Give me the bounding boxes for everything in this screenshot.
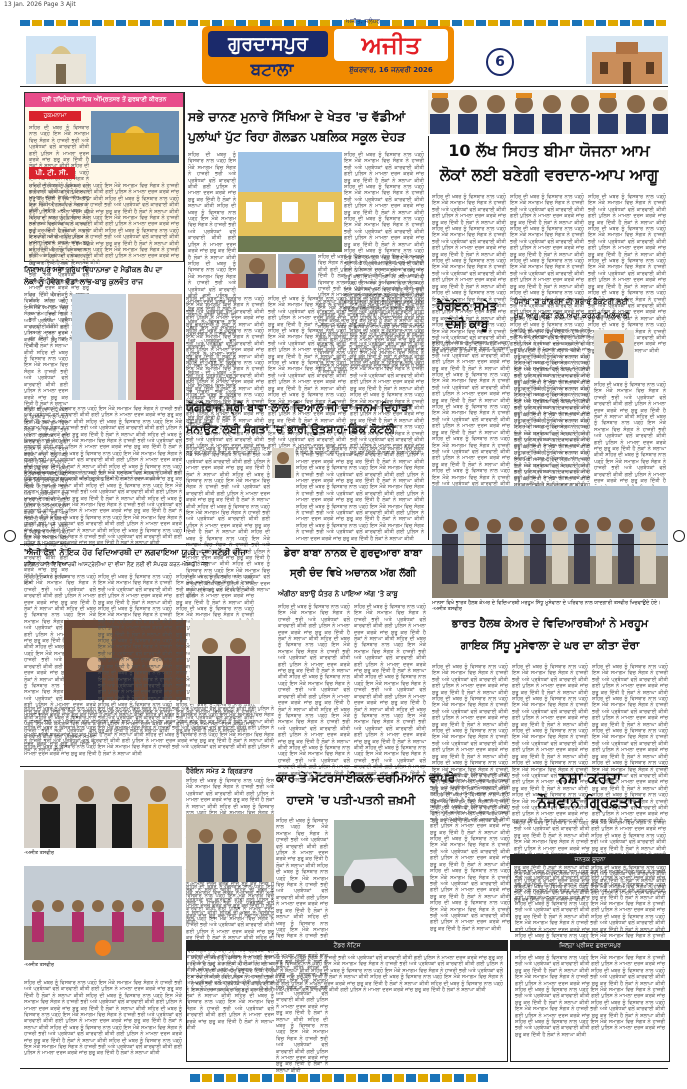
school-text-col1 <box>188 152 236 286</box>
nizampur-text-col3 <box>24 470 182 542</box>
insurance-headline-1: 10 ਲੱਖ ਸਿਹਤ ਬੀਮਾ ਯੋਜਨਾ ਆਮ <box>448 141 650 160</box>
drugs-headline-2: ਨੌਜਵਾਨ ਗ੍ਰਿਫ਼ਤਾਰ <box>537 793 643 811</box>
heroin2-headline: ਹੈਰੋਇਨ ਸਮੇਤ 2 ਗ੍ਰਿਫ਼ਤਾਰ <box>186 767 253 775</box>
building-right-image <box>586 36 668 84</box>
insurance-headline-2: ਲੋਕਾਂ ਲਈ ਬਣੇਗੀ ਵਰਦਾਨ-ਆਪ ਆਗੂ <box>439 165 659 184</box>
punjab-person-photo <box>594 330 634 378</box>
page-number: 6 <box>486 48 514 76</box>
zila-parishad-text <box>515 955 665 1057</box>
school-person-photo-2 <box>278 254 316 288</box>
masthead-rule <box>20 86 668 87</box>
color-bar <box>190 1074 490 1082</box>
accident-car-photo <box>334 820 424 904</box>
registration-mark <box>673 530 685 542</box>
yogiraj-text-col2 <box>296 446 424 540</box>
heroin-text <box>432 340 510 480</box>
school-text-col5 <box>268 296 346 398</box>
top-meta-text: 13 Jan. 2026 Page 3 Ajit <box>4 1 76 8</box>
heroin-headline-2: ਦੋਸ਼ੀ ਕਾਬੂ <box>445 317 489 331</box>
punjab-headline-2: ਖ਼ੁਦ ਆਗੂ ਵੱਡਾ ਰੋਲ ਅਦਾ ਕਰਨਗੇ-ਮਿਲੇਵਾਲੀ <box>514 311 630 320</box>
dera-text-col1 <box>278 604 350 764</box>
sidebar-ad-text <box>29 125 89 165</box>
punjab-headline-1: ਪੰਜਾਬ 'ਚ ਕਾਂਗਰਸ ਦੀ ਸ਼ਰਾਬ ਫੈਕਟਰੀ ਲਈ <box>514 297 629 306</box>
students-photo-caption: ਮਾਨਸਾ ਵਿਖੇ ਭਾਰਤ ਹੈਲਥ ਕੇਅਰ ਦੇ ਵਿਦਿਆਰਥੀ ਮਰਹੂਮ ਸਿੱਧੂ ਮੂਸੇਵਾਲਾ ਦੇ ਪਰਿਵਾਰ ਨਾਲ ਯਾਦਗਾਰੀ ਤਸਵੀਰ ਖਿਚਵਾਉਂਦੇ ਹੋਏ। -ਅਜੀਤ ਤਸਵੀਰ <box>432 600 661 612</box>
column-separator <box>184 92 185 532</box>
accident-text-col1 <box>276 818 328 938</box>
abroad-headline: 'ਐਜੀ ਫੇਜ਼' ਨੇ ਇਕ ਹੋਰ ਵਿਦਿਆਰਥੀ ਦਾ ਲਗਵਾਇਆ ਯੂ.ਕੇ. ਦਾ ਸਟੱਡੀ ਵੀਜ਼ਾ <box>24 548 248 557</box>
masthead-city-title: ਗੁਰਦਾਸਪੁਰ <box>208 31 328 57</box>
golden-temple-image <box>91 111 179 163</box>
bharat-text-col2 <box>512 664 588 764</box>
school-text-col6 <box>350 296 424 398</box>
nizampur-headline-1: ਨਿਜ਼ਾਮਪੁਰ ਸਭਾ ਗਰੁੱਪ ਵਿਧਾਨਸਭਾ ਦੇ ਮੈਡੀਕਲ ਕੈਂਪ ਦਾ <box>24 266 163 274</box>
lohri-group-photo <box>24 866 182 960</box>
yogiraj-person-photo <box>272 448 294 478</box>
insurance-text-col2 <box>510 194 584 290</box>
nizampur-headline-2: ਲੋਕਾਂ ਨੂੰ ਹੋਵੇਗਾ ਵੱਡਾ ਲਾਭ-ਬਾਬੂ ਕੁਲਵੰਤ ਰਾਜ <box>24 277 144 286</box>
tender-notice-title: ਟੈਂਡਰ ਨੋਟਿਸ <box>187 941 507 951</box>
school-text-col3 <box>318 254 424 288</box>
politicians-strip <box>428 90 668 134</box>
registration-mark <box>4 530 16 542</box>
drugs-headline-1: ਨਸ਼ਾ ਕਰਦਾ <box>558 769 622 787</box>
school-text-col2 <box>344 152 424 252</box>
abroad-text-col4 <box>24 706 274 766</box>
felicitation-caption: -ਅਜੀਤ ਤਸਵੀਰ <box>24 850 54 856</box>
insurance-text-col3 <box>588 194 666 290</box>
brand-small: ਅਜੀਤ, ਜਲੰਧਰ <box>346 18 381 25</box>
nizampur-person-photo-1 <box>72 294 126 400</box>
section-rule <box>20 544 668 545</box>
punjab-text-col2 <box>514 354 590 480</box>
bharat-text-col1 <box>432 664 508 764</box>
yogiraj-text-col1 <box>186 446 270 540</box>
masthead-city-sub: ਬਟਾਲਾ <box>250 60 294 80</box>
heroin2-photo <box>186 814 274 882</box>
school-headline-1: ਸਭੇ ਚਾਨਣ ਮੁਨਾਰੇ ਸਿੱਖਿਆ ਦੇ ਖੇਤਰ 'ਚ ਵੱਡੀਆਂ <box>188 109 406 124</box>
masthead-center <box>202 18 454 84</box>
school-building-photo <box>238 152 342 252</box>
insurance-text-col1 <box>432 194 506 290</box>
heroin2-text-2 <box>186 884 274 936</box>
felicitation-photo <box>24 770 182 848</box>
accident-text-col2 <box>430 772 510 936</box>
nizampur-text-col1 <box>24 292 68 404</box>
masthead <box>20 14 668 84</box>
dera-headline-1: ਡੇਰਾ ਬਾਬਾ ਨਾਨਕ ਦੇ ਗੁਰਦੁਆਰਾ ਬਾਬਾ <box>284 548 422 559</box>
tender-notice-box <box>186 940 508 1062</box>
sidebar-ad-body <box>29 183 179 257</box>
section-rule <box>20 766 668 767</box>
public-notice-text <box>515 869 665 927</box>
abroad-text-col2 <box>98 574 172 618</box>
masthead-date: ਸ਼ੁੱਕਰਵਾਰ, 16 ਜਨਵਰੀ 2026 <box>349 66 433 74</box>
brand-logo: ਅਜੀਤ <box>334 29 448 61</box>
column-separator <box>428 136 429 540</box>
lohri-caption: -ਅਜੀਤ ਤਸਵੀਰ <box>24 962 54 968</box>
yogiraj-headline-2: ਮਨਾਉਣ ਲਈ ਸੰਗਤਾਂ 'ਚ ਭਾਰੀ ਉਤਸ਼ਾਹ-ਡਿੰਕ ਕੋਟਲੀ <box>186 423 396 436</box>
temple-left-image <box>26 36 96 84</box>
yogiraj-headline-1: ਯੋਗੀਰਾਜ ਸ੍ਰੀ ਬਾਵਾ ਲਾਲ ਦਿਆਲ ਜੀ ਦਾ ਜਨਮ ਦਿਹਾੜਾ <box>186 401 412 414</box>
drugs-text <box>514 820 666 850</box>
bottom-left-text <box>24 980 182 1060</box>
dera-subheadline: ਅੰਗੀਠਾ ਬਝਾਉ ਯੰਤਰ ਨੇ ਪਾਇਆ ਅੱਗ 'ਤੇ ਕਾਬੂ <box>278 590 398 598</box>
dera-text-col2 <box>354 604 426 764</box>
punjab-text-col1 <box>514 328 590 352</box>
public-notice-title: ਜਨਤਕ ਸੂਚਨਾ <box>511 855 669 865</box>
bharat-text-col3 <box>592 664 668 764</box>
abroad-students-photo <box>190 620 260 704</box>
accident-headline-1: ਕਾਰ ਤੇ ਮੋਟਰਸਾਈਕਲ ਦਰਮਿਆਨ ਵਾਪਰੇ <box>276 771 456 785</box>
school-headline-2: ਪੁਲਾਂਘਾਂ ਪੁੱਟ ਰਿਹਾ ਗੋਲਡਨ ਪਬਲਿਕ ਸਕੂਲ ਦੇਹੜ <box>188 129 406 144</box>
top-meta-bar <box>0 0 687 10</box>
sidebar-ad-label2: ਪੀ. ਟੀ. ਸੀ. <box>29 167 75 179</box>
sidebar-ad-label1: ਹੁਕਮਨਾਮਾ <box>29 111 81 121</box>
punjab-text-col3 <box>594 382 666 480</box>
abroad-subheadline: ਗਲੋਬਲ ਕਾਲੇ ਵਿਦਿਆਰਥੀ ਆਸਟ੍ਰੇਲੀਆ ਦਾ ਵੀਜ਼ਾ ਲੈਣ ਲਈ ਵੀ ਸੰਪਰਕ ਕਰਨ-ਐਮ.ਡੀ. ਜੱਗ <box>24 562 209 568</box>
sidebar-ad <box>24 92 184 262</box>
bharat-headline-1: ਭਾਰਤ ਹੈਲਥ ਕੇਅਰ ਦੇ ਵਿਦਿਆਰਥੀਆਂ ਨੇ ਮਰਹੂਮ <box>451 617 649 630</box>
nizampur-person-photo-2 <box>128 294 182 400</box>
zila-parishad-title: ਜ਼ਿਲ੍ਹਾ ਪ੍ਰੀਸ਼ਦ ਗੁਰਦਾਸਪੁਰ <box>511 941 669 951</box>
tender-notice-text <box>191 955 503 1057</box>
bharat-headline-2: ਗਾਇਕ ਸਿੱਧੂ ਮੂਸੇਵਾਲਾ ਦੇ ਘਰ ਦਾ ਕੀਤਾ ਦੌਰਾ <box>460 639 640 652</box>
nizampur-text-col2 <box>24 406 182 466</box>
heroin2-text <box>186 778 274 812</box>
zila-parishad-notice <box>510 940 670 1062</box>
sidebar-ad-title: ਸ੍ਰੀ ਹਰਿਮੰਦਰ ਸਾਹਿਬ ਅੰਮ੍ਰਿਤਸਰ ਤੋਂ ਗੁਰਬਾਣੀ ਕੀਰਤਨ <box>25 93 183 107</box>
dera-headline-2: ਸ੍ਰੀ ਚੰਦ ਵਿਖੇ ਅਚਾਨਕ ਅੱਗ ਲੱਗੀ <box>289 568 417 579</box>
accident-headline-2: ਹਾਦਸੇ 'ਚ ਪਤੀ-ਪਤਨੀ ਜ਼ਖ਼ਮੀ <box>286 793 416 807</box>
school-person-photo-1 <box>238 254 276 288</box>
footer-rule <box>20 1068 668 1069</box>
school-text-col4 <box>186 296 264 398</box>
students-group-photo <box>432 486 668 598</box>
public-notice-box <box>510 854 670 932</box>
heroin-headline-1: ਹੈਰੋਇਨ ਸਮੇਤ <box>436 299 498 313</box>
